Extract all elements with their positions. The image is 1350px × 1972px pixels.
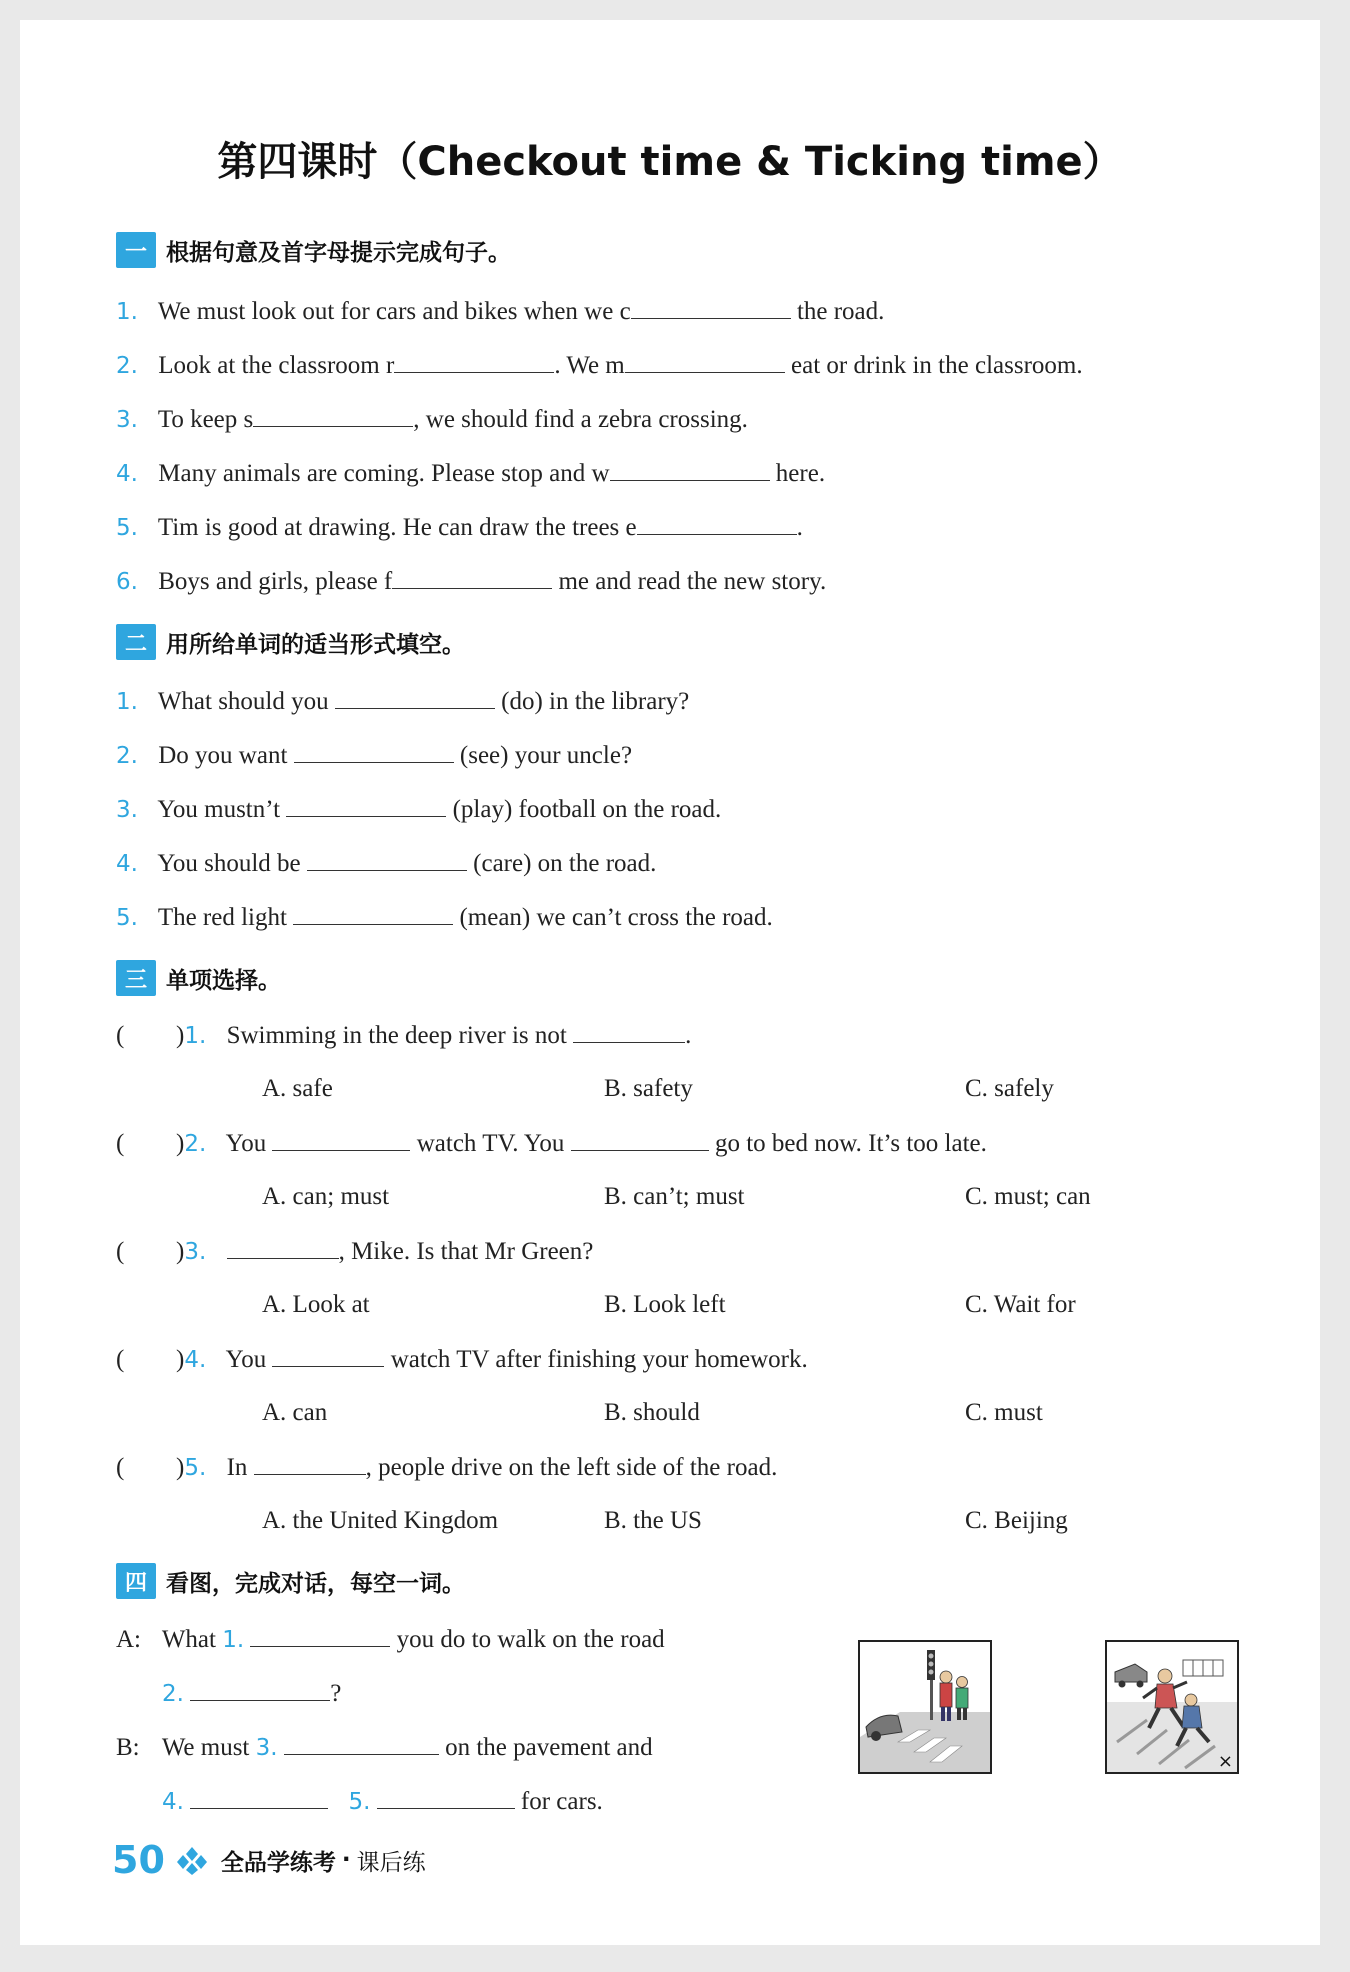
dialog-line-b2 [162, 1784, 603, 1819]
question-number: 3. [116, 797, 138, 823]
question-row [116, 684, 689, 719]
section-3-title: 单项选择。 [166, 967, 281, 994]
question-text: Many animals are coming. Please stop and w [158, 460, 610, 487]
answer-blank[interactable] [293, 900, 453, 925]
answer-blank[interactable] [392, 564, 552, 589]
question-number: 5. [184, 1455, 207, 1481]
section-2-title: 用所给单词的适当形式填空。 [166, 631, 465, 658]
mc-question-row [116, 1342, 808, 1377]
question-text: (do) in the library? [494, 688, 690, 715]
answer-blank[interactable] [610, 456, 770, 481]
section-1-title: 根据句意及首字母提示完成句子。 [166, 239, 511, 266]
question-row [116, 456, 825, 491]
question-text: To keep s [157, 406, 254, 433]
question-row [116, 402, 748, 437]
question-text: here. [769, 460, 826, 487]
question-number: 2. [116, 353, 138, 379]
question-number: 4. [116, 461, 138, 487]
cross-mark-icon: × [1217, 1751, 1233, 1772]
section-3-header [116, 959, 281, 997]
question-text: . We m [554, 352, 625, 379]
question-number: 2. [116, 743, 138, 769]
section-4-badge: 四 [116, 1563, 156, 1599]
mc-question-row [116, 1450, 777, 1485]
question-text: We must look out for cars and bikes when we c [157, 298, 631, 325]
mc-question-row [116, 1018, 691, 1053]
question-number: 4. [116, 851, 138, 877]
question-number: 5. [116, 905, 138, 931]
answer-paren-close: ) [176, 1346, 185, 1373]
answer-paren-open[interactable]: ( [116, 1022, 125, 1049]
question-text: (see) your uncle? [453, 742, 633, 769]
page-number: 50 [112, 1838, 165, 1882]
answer-blank[interactable] [294, 738, 454, 763]
section-4-title: 看图，完成对话，每空一词。 [166, 1570, 465, 1597]
answer-paren-close: ) [176, 1238, 185, 1265]
section-4-header [116, 1562, 465, 1600]
blank-number: 1. [222, 1627, 245, 1653]
question-text: Do you want [158, 742, 294, 769]
option-c: C. safely [965, 1075, 1054, 1102]
section-2-badge: 二 [116, 624, 156, 660]
option-a: A. Look at [262, 1291, 370, 1318]
mc-question-row [116, 1234, 593, 1269]
question-row [116, 564, 826, 599]
answer-paren-close: ) [176, 1022, 185, 1049]
question-number: 1. [116, 299, 138, 325]
section-1-badge: 一 [116, 232, 156, 268]
question-row [116, 738, 632, 773]
question-number: 2. [184, 1131, 207, 1157]
question-text: What should you [157, 688, 335, 715]
dialog-line-a2 [162, 1676, 341, 1711]
question-text: me and read the new story. [552, 568, 827, 595]
answer-blank[interactable] [284, 1730, 439, 1755]
question-text: Tim is good at drawing. He can draw the trees e [157, 514, 637, 541]
option-b: B. Look left [604, 1291, 726, 1318]
question-text: You [225, 1130, 273, 1157]
question-text: . [796, 514, 803, 541]
answer-blank[interactable] [190, 1784, 328, 1809]
question-row [116, 294, 884, 329]
answer-blank [573, 1018, 685, 1043]
question-row [116, 846, 656, 881]
question-number: 4. [184, 1347, 207, 1373]
blank-number: 2. [162, 1681, 184, 1707]
question-number: 1. [184, 1023, 207, 1049]
page-title: 第四课时（Checkout time & Ticking time） [217, 139, 1123, 185]
question-text: Look at the classroom r [158, 352, 395, 379]
crossing-road-picture [1105, 1640, 1239, 1774]
option-c: C. Wait for [965, 1291, 1076, 1318]
question-text: , people drive on the left side of the road. [365, 1454, 778, 1481]
option-a: A. safe [262, 1075, 333, 1102]
publisher-brand: 全品学练考 [220, 1849, 336, 1876]
traffic-scene-illustration [860, 1642, 990, 1772]
answer-blank[interactable] [394, 348, 554, 373]
option-c: C. must [965, 1399, 1043, 1426]
question-number: 3. [184, 1239, 207, 1265]
diamond-logo-icon [177, 1845, 207, 1875]
speaker-label: A: [116, 1626, 141, 1653]
question-text: watch TV after finishing your homework. [384, 1346, 808, 1373]
footer-subtitle: 课后练 [356, 1849, 426, 1876]
blank-number: 3. [255, 1735, 278, 1761]
answer-blank[interactable] [253, 402, 413, 427]
answer-paren-close: ) [176, 1454, 185, 1481]
zebra-crossing-picture [858, 1640, 992, 1774]
option-b: B. the US [604, 1507, 702, 1534]
worksheet-page [20, 20, 1320, 1945]
answer-paren-open[interactable]: ( [116, 1454, 125, 1481]
question-text: You should be [157, 850, 307, 877]
question-text: (care) on the road. [466, 850, 657, 877]
answer-blank [272, 1126, 410, 1151]
dialog-text: We must [161, 1734, 250, 1761]
answer-blank [254, 1450, 366, 1475]
dialog-text: you do to walk on the road [396, 1626, 665, 1653]
question-text: eat or drink in the classroom. [784, 352, 1083, 379]
option-a: A. can; must [262, 1183, 390, 1210]
answer-blank[interactable] [631, 294, 791, 319]
question-number: 1. [116, 689, 138, 715]
answer-paren-open[interactable]: ( [116, 1238, 125, 1265]
answer-blank [571, 1126, 709, 1151]
question-text: The red light [157, 904, 294, 931]
section-3-badge: 三 [116, 960, 156, 996]
dialog-text: What [161, 1626, 216, 1653]
option-a: A. the United Kingdom [262, 1507, 499, 1534]
speaker-label: B: [116, 1734, 140, 1761]
question-text: (play) football on the road. [446, 796, 722, 823]
option-b: B. can’t; must [604, 1183, 745, 1210]
question-text: (mean) we can’t cross the road. [453, 904, 773, 931]
question-row [116, 348, 1083, 383]
page-footer [112, 1838, 426, 1882]
answer-blank [272, 1342, 384, 1367]
question-text: , Mike. Is that Mr Green? [338, 1238, 594, 1265]
question-number: 5. [116, 515, 138, 541]
blank-number: 5. [348, 1789, 371, 1815]
option-b: B. safety [604, 1075, 693, 1102]
dialog-text: for cars. [520, 1788, 603, 1815]
section-1-header [116, 231, 511, 269]
answer-blank[interactable] [250, 1622, 390, 1647]
question-text: In [226, 1454, 254, 1481]
answer-paren-open[interactable]: ( [116, 1346, 125, 1373]
answer-blank[interactable] [377, 1784, 515, 1809]
option-c: C. Beijing [965, 1507, 1068, 1534]
question-row [116, 900, 773, 935]
mc-question-row [116, 1126, 987, 1161]
dialog-text: on the pavement and [445, 1734, 653, 1761]
answer-blank[interactable] [286, 792, 446, 817]
answer-blank [227, 1234, 339, 1259]
question-row [116, 792, 721, 827]
option-a: A. can [262, 1399, 328, 1426]
question-text: Boys and girls, please f [158, 568, 393, 595]
question-text: , we should find a zebra crossing. [413, 406, 748, 433]
answer-blank[interactable] [335, 684, 495, 709]
question-row [116, 510, 803, 545]
question-text: go to bed now. It’s too late. [708, 1130, 987, 1157]
answer-blank[interactable] [307, 846, 467, 871]
question-text: Swimming in the deep river is not [226, 1022, 574, 1049]
question-mark: ? [330, 1680, 342, 1707]
question-number: 3. [116, 407, 138, 433]
answer-blank[interactable] [190, 1676, 330, 1701]
question-number: 6. [116, 569, 138, 595]
question-text: watch TV. You [410, 1130, 571, 1157]
answer-paren-close: ) [176, 1130, 185, 1157]
answer-paren-open[interactable]: ( [116, 1130, 125, 1157]
question-text: the road. [790, 298, 885, 325]
question-text: You mustn’t [157, 796, 287, 823]
dialog-line-b [116, 1730, 653, 1765]
question-text: You [225, 1346, 273, 1373]
option-b: B. should [604, 1399, 700, 1426]
option-c: C. must; can [965, 1183, 1091, 1210]
section-2-header [116, 623, 465, 661]
dialog-line-a [116, 1622, 665, 1657]
answer-blank[interactable] [637, 510, 797, 535]
footer-dot: · [341, 1847, 351, 1873]
blank-number: 4. [162, 1789, 184, 1815]
question-text: . [685, 1022, 692, 1049]
answer-blank[interactable] [625, 348, 785, 373]
